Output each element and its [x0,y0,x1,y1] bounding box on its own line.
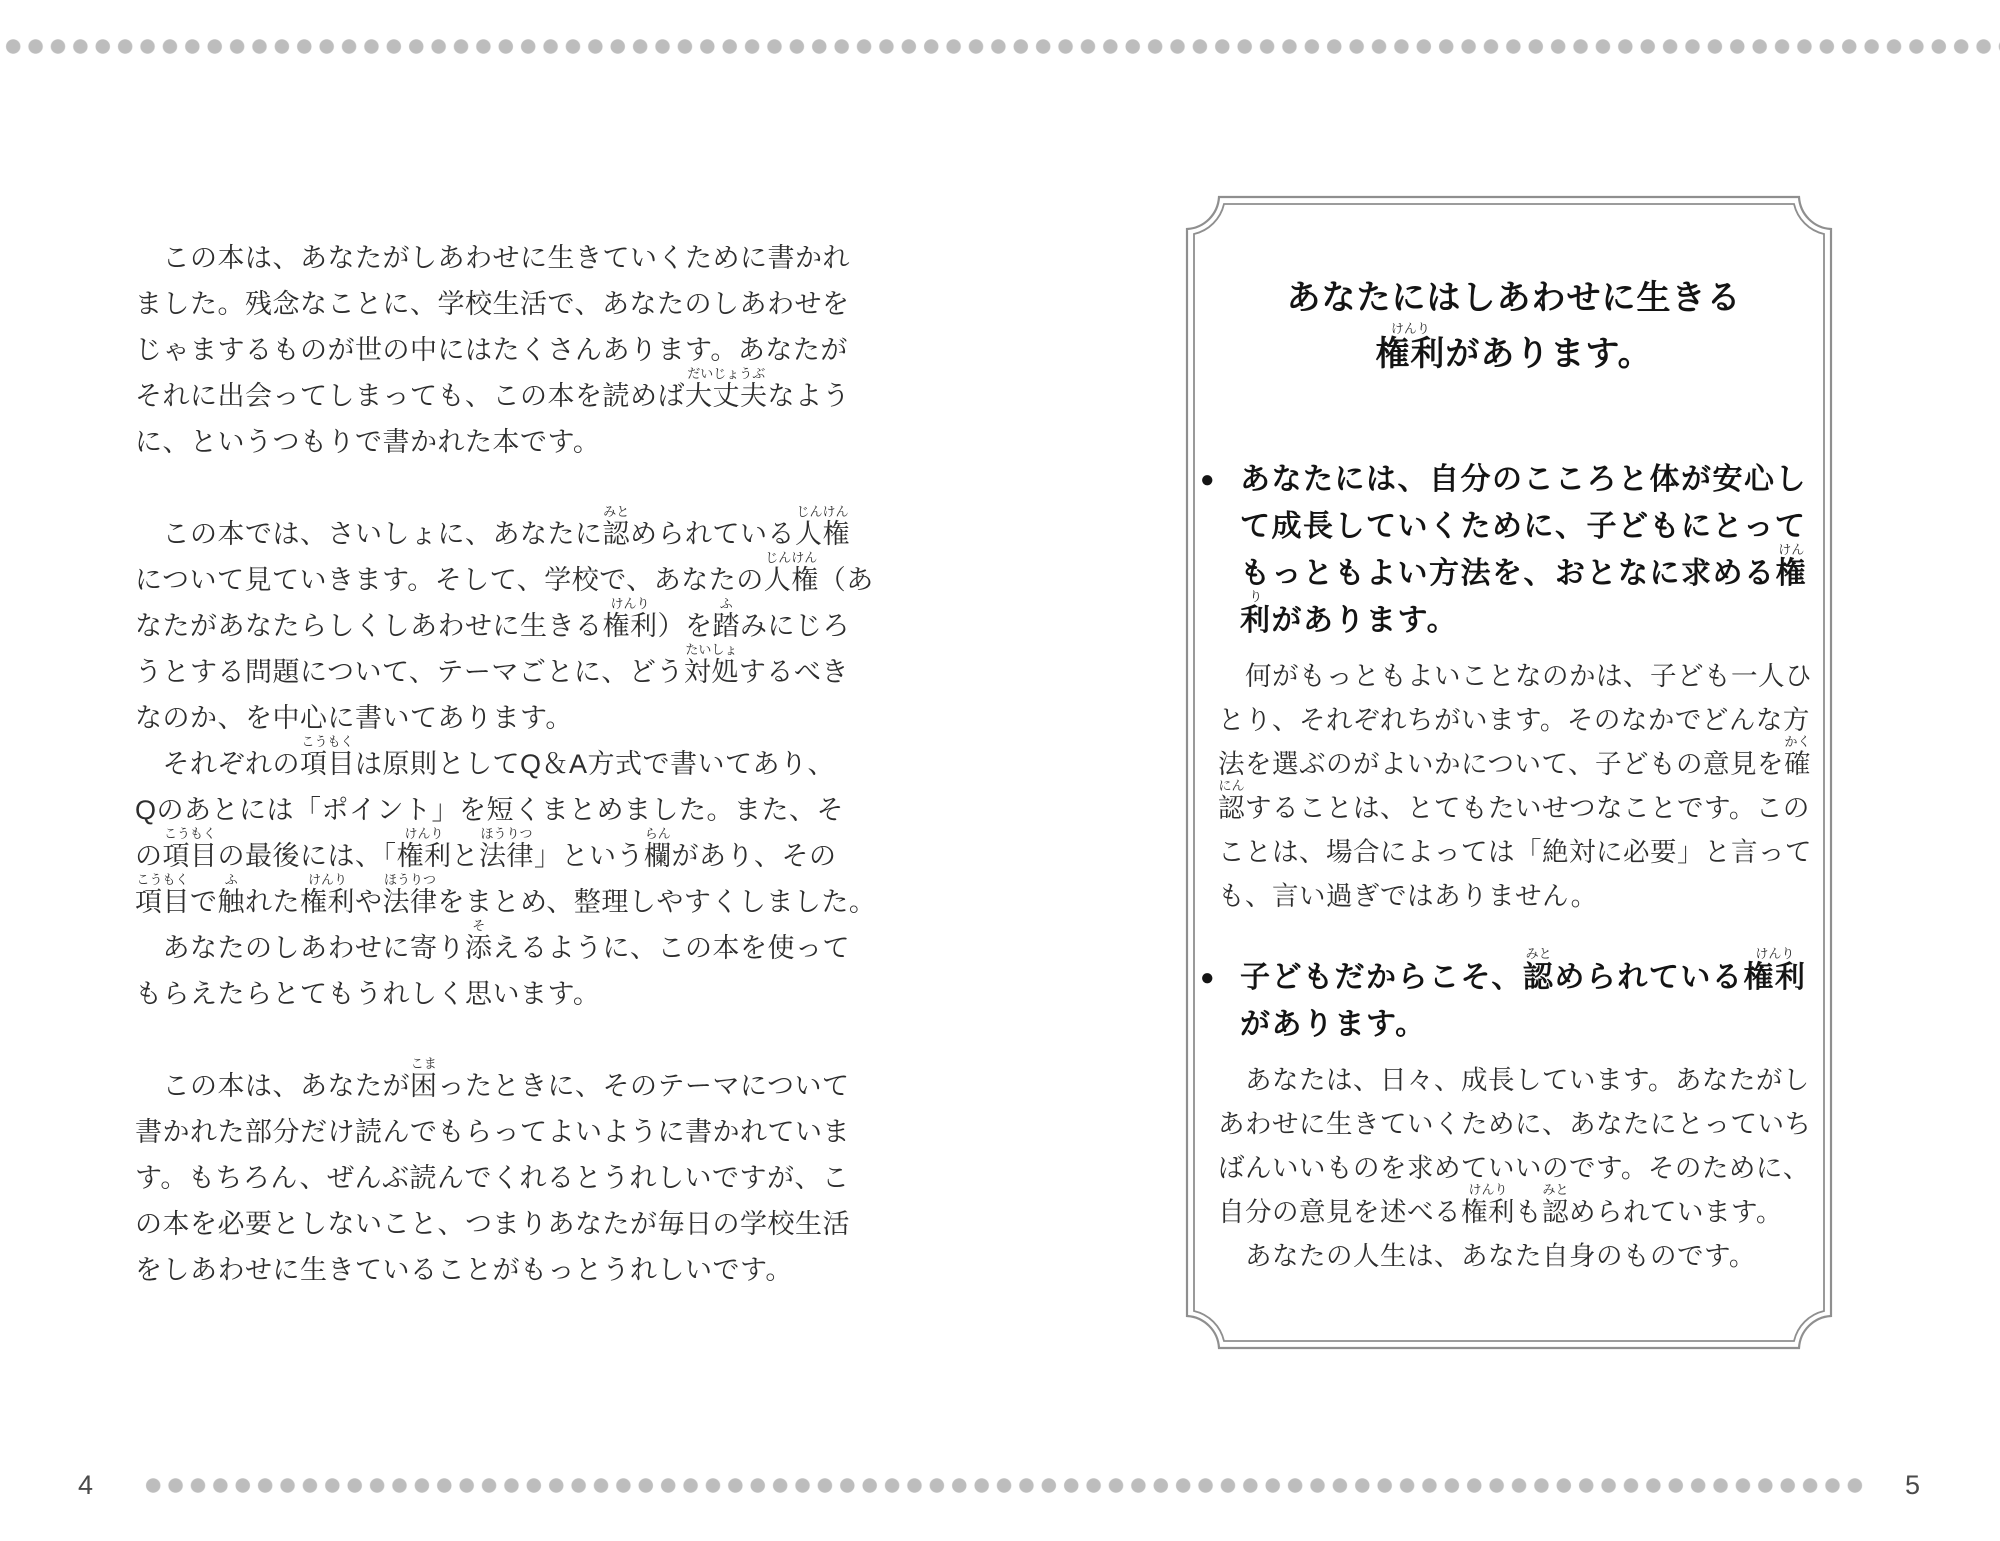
furigana: けんり [404,826,444,841]
text-line: それぞれの項目 こうもく は原則としてQ＆A方式で書いてあり、 [135,734,836,779]
ruby-base: 利 り [1240,589,1272,637]
furigana: ふ [719,596,733,611]
furigana: けんり [1468,1182,1508,1197]
text-line: とり、それぞれちがいます。そのなかでどんな方 [1218,705,1810,735]
left-page-text [135,235,877,1293]
furigana: じんけん [765,550,818,565]
furigana: こうもく [136,872,189,887]
ruby-base: 権 けん [1775,542,1807,590]
ruby-base: 項目 こうもく [135,872,190,917]
ruby-base: 認 みと [602,504,630,549]
box-sections [1200,456,1812,1278]
text-line: あなたの人生は、あなた自身のものです。 [1218,1241,1756,1271]
ruby-base: 人権 じんけん [763,550,819,595]
rights-box-content [1185,195,1833,1350]
furigana: じんけん [796,504,849,519]
ruby-base: 大丈夫 だいじょうぶ [685,366,768,411]
ruby-base: 添 そ [465,918,493,963]
ruby-base: 人権 じんけん [795,504,850,549]
ruby-base: 権利 けんり [300,872,355,917]
text-line: なたがあなたらしくしあわせに生きる権利 けんり ）を踏 ふ みにじろ [135,596,850,641]
text-line: この本では、さいしょに、あなたに認 みと められている人権 じんけん [135,504,850,549]
furigana: かく [1784,734,1811,749]
ruby-base: 権利 けんり [1375,321,1446,373]
furigana: みと [1525,946,1552,961]
ruby-base: 認 みと [1522,946,1555,994]
text-line: について見ていきます。そして、学校で、あなたの人権 じんけん （あ [135,550,874,595]
text-line: あわせに生きていくために、あなたにとっていち [1218,1109,1812,1139]
text-line: じゃまするものが世の中にはたくさんあります。あなたが [135,335,848,365]
ruby-base: 権利 けんり [396,826,452,871]
paragraph [135,918,850,1017]
text-line: の本を必要としないこと、つまりあなたが毎日の学校生活 [135,1209,850,1239]
furigana: こま [410,1056,437,1071]
ruby-base: 権利 けんり [1461,1182,1515,1227]
text-line: もらえたらとてもうれしく思います。 [135,979,601,1009]
page-number-left: 4 [78,1470,95,1500]
furigana: ほうりつ [480,826,533,841]
text-line: 子どもだからこそ、認 みと められている権利 けんり ● [1240,954,1810,1001]
ruby-base: 踏 ふ [712,596,740,641]
paragraph [135,504,874,741]
furigana: こうもく [301,734,354,749]
text-line: もっともよい方法を、おとなに求める権 けん [1240,542,1807,590]
text-line: 書かれた部分だけ読んでもらってよいように書かれていま [135,1117,850,1147]
text-line: の項目 こうもく の最後には、「権利 けんり と法律 ほうりつ 」という欄 らん があり、その [135,826,837,871]
furigana: にん [1218,778,1245,793]
text-line: あなたにはしあわせに生きる [1286,279,1742,317]
text-line: 法を選ぶのがよいかについて、子どもの意見を確 かく [1218,734,1811,779]
furigana: そ [472,918,486,933]
ruby-base: 確 かく [1783,734,1811,779]
furigana: けん [1778,542,1805,557]
furigana: けんり [1390,321,1430,336]
text-line: あなたのしあわせに寄り添 そ えるように、この本を使って [135,918,850,963]
text-line: す。もちろん、ぜんぶ読んでくれるとうれしいですが、こ [135,1163,850,1193]
bullet-icon: ● [1200,466,1216,493]
ruby-base: 認 みと [1542,1182,1569,1227]
paragraph [135,235,850,465]
text-line: それに出会ってしまっても、この本を読めば大丈夫 だいじょうぶ なよう [135,366,850,411]
bottom-dotted-border [140,1478,1866,1493]
ruby-base: 権利 けんり [602,596,658,641]
text-line: 自分の意見を述べる権利 けんり も認 みと められています。 [1218,1182,1783,1227]
text-line: 何がもっともよいことなのかは、子ども一人ひ [1218,661,1812,691]
box-section-body [1218,654,1810,918]
ruby-base: 認 にん [1218,778,1245,823]
furigana: ほうりつ [383,872,437,887]
text-line: ことは、場合によっては「絶対に必要」と言って [1218,837,1812,867]
ruby-base: 欄 らん [644,826,672,871]
text-line: この本は、あなたがしあわせに生きていくために書かれ [135,243,850,273]
box-section-bullet [1200,456,1810,644]
text-line: があります。 [1240,1008,1427,1041]
furigana: だいじょうぶ [687,366,766,381]
furigana: けんり [610,596,650,611]
text-line: 権利 けんり があります。 [1375,321,1653,373]
text-line: て成長していくために、子どもにとって [1240,510,1807,543]
text-line: あなたは、日々、成長しています。あなたがし [1218,1065,1810,1095]
ruby-base: 対処 たいしょ [683,642,739,687]
furigana: ふ [224,872,238,887]
furigana: こうもく [163,826,217,841]
top-dotted-border [0,39,2000,54]
furigana: り [1249,589,1263,604]
text-line: をしあわせに生きていることがもっとうれしいです。 [135,1255,793,1285]
furigana: けんり [1755,946,1795,961]
text-line: あなたには、自分のこころと体が安心し ● [1240,456,1810,503]
ruby-base: 法律 ほうりつ [479,826,534,871]
text-line: ました。残念なことに、学校生活で、あなたのしあわせを [135,289,850,319]
text-line: 項目 こうもく で触 ふ れた権利 けんり や法律 ほうりつ をまとめ、整理しやすくしました。 [135,872,877,917]
text-line: うとする問題について、テーマごとに、どう対処 たいしょ するべき [135,642,849,687]
text-line: なのか、を中心に書いてあります。 [135,703,573,733]
box-section-body [1218,1058,1810,1278]
ruby-base: 項目 こうもく [300,734,355,779]
box-title [1218,270,1810,382]
ruby-base: 法律 ほうりつ [382,872,438,917]
furigana: たいしょ [685,642,738,657]
bullet-icon: ● [1200,964,1216,991]
text-line: ばんいいものを求めていいのです。そのために、 [1218,1153,1810,1183]
ruby-base: 項目 こうもく [162,826,218,871]
text-line: も、言い過ぎではありません。 [1218,881,1598,911]
text-line: Qのあとには「ポイント」を短くまとめました。また、そ [135,795,845,825]
rights-box [1185,195,1833,1350]
furigana: らん [644,826,671,841]
furigana: みと [1542,1182,1569,1197]
furigana: みと [603,504,630,519]
page-number-right: 5 [1905,1470,1922,1500]
paragraph [135,734,877,925]
text-line: この本は、あなたが困 こま ったときに、そのテーマについて [135,1056,850,1101]
ruby-base: 触 ふ [217,872,245,917]
text-line: 認 にん することは、とてもたいせつなことです。この [1218,778,1810,823]
ruby-base: 困 こま [410,1056,438,1101]
ruby-base: 権利 けんり [1743,946,1807,994]
text-line: 利 り があります。 [1240,589,1459,637]
paragraph [135,1056,850,1293]
box-section-bullet [1200,946,1810,1048]
text-line: に、というつもりで書かれた本です。 [135,427,601,457]
furigana: けんり [307,872,348,887]
